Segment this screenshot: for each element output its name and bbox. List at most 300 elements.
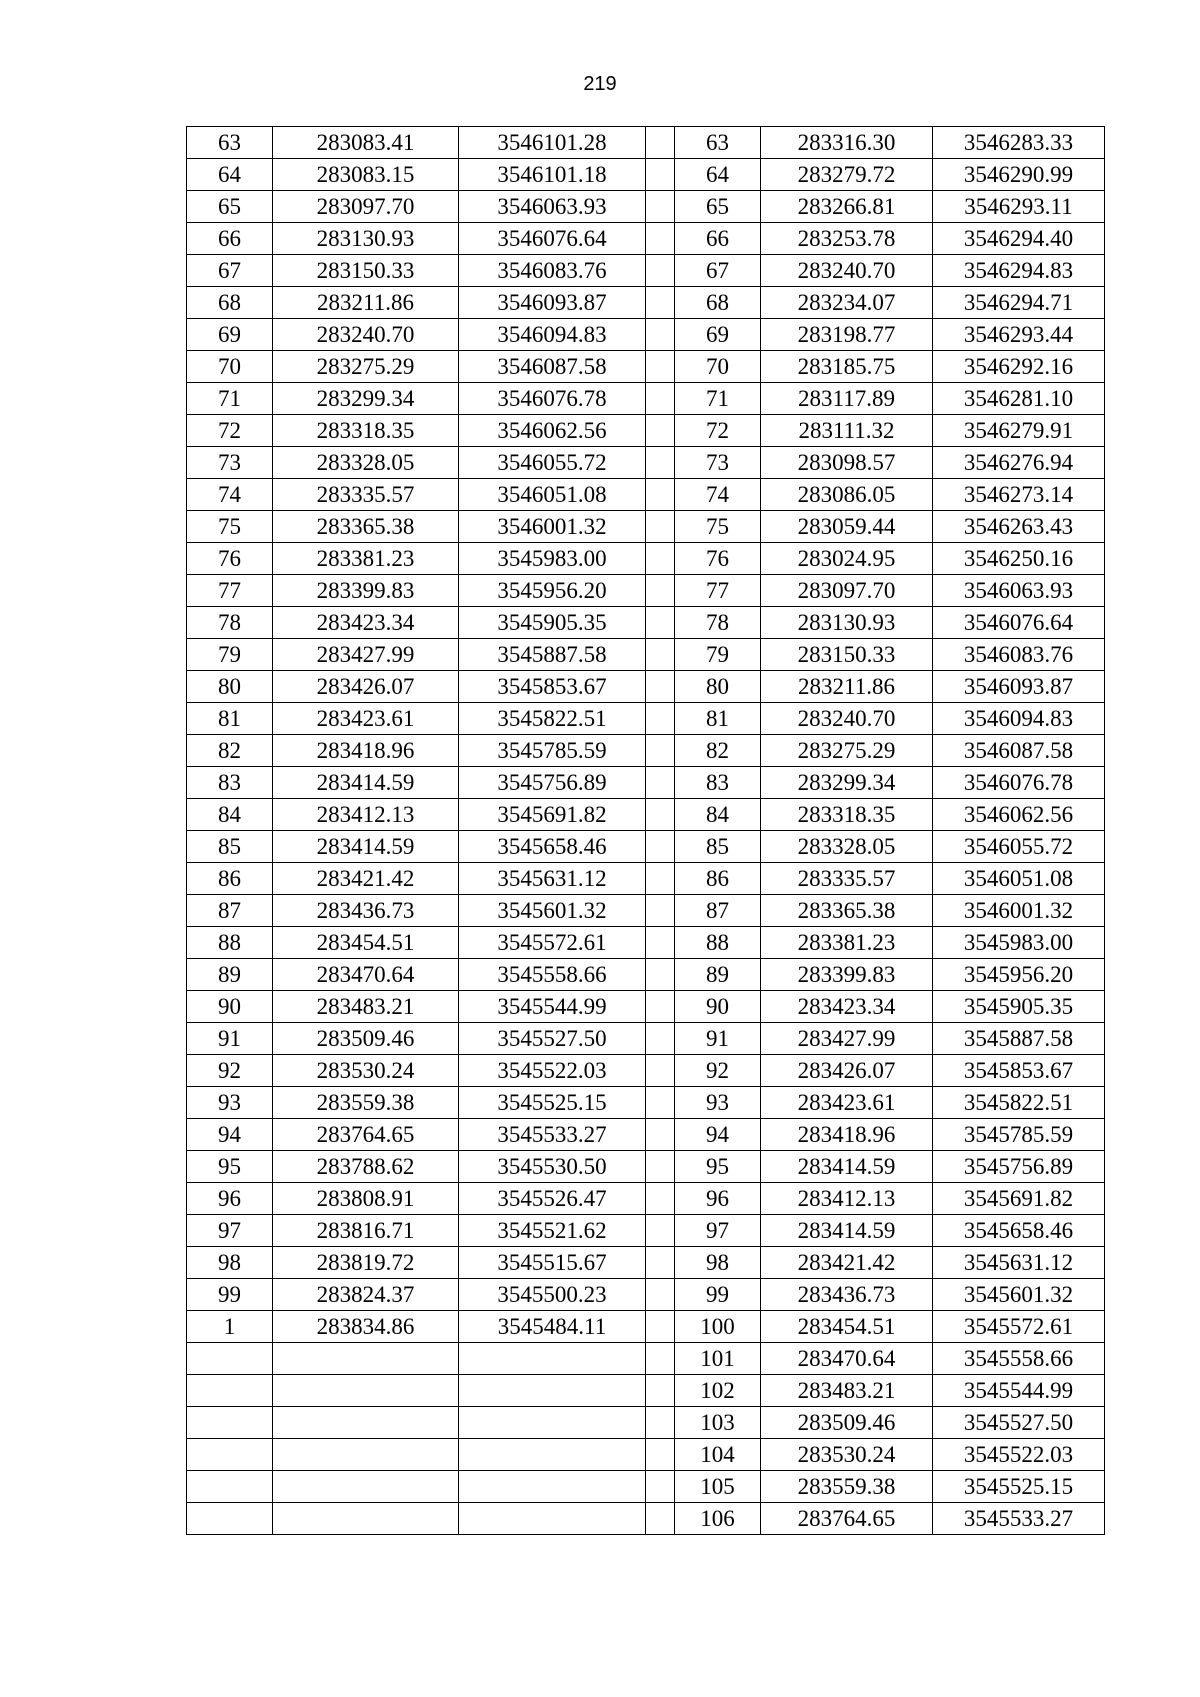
- right-point-number-cell: 82: [675, 735, 761, 767]
- table-row: [187, 1247, 1105, 1279]
- left-x-coordinate-cell: 283418.96: [273, 735, 459, 767]
- right-point-number-cell: 74: [675, 479, 761, 511]
- left-x-coordinate-cell: 283083.41: [273, 127, 459, 159]
- right-y-coordinate-cell: 3545525.15: [933, 1471, 1105, 1503]
- table-row: [187, 735, 1105, 767]
- right-y-coordinate-cell: 3546293.44: [933, 319, 1105, 351]
- left-x-coordinate-cell: 283559.38: [273, 1087, 459, 1119]
- right-y-coordinate-cell: 3546051.08: [933, 863, 1105, 895]
- right-point-number-cell: 102: [675, 1375, 761, 1407]
- left-point-number-cell: [187, 1407, 273, 1439]
- left-y-coordinate-cell: 3545983.00: [459, 543, 646, 575]
- gap-cell: [646, 1503, 675, 1535]
- gap-cell: [646, 575, 675, 607]
- left-y-coordinate-cell: 3545530.50: [459, 1151, 646, 1183]
- left-x-coordinate-cell: 283083.15: [273, 159, 459, 191]
- left-y-coordinate-cell: 3545515.67: [459, 1247, 646, 1279]
- right-point-number-cell: 99: [675, 1279, 761, 1311]
- table-row: [187, 927, 1105, 959]
- left-y-coordinate-cell: 3545533.27: [459, 1119, 646, 1151]
- right-point-number-cell: 65: [675, 191, 761, 223]
- left-point-number-cell: [187, 1375, 273, 1407]
- right-x-coordinate-cell: 283275.29: [761, 735, 933, 767]
- gap-cell: [646, 415, 675, 447]
- left-y-coordinate-cell: 3545572.61: [459, 927, 646, 959]
- left-y-coordinate-cell: 3545525.15: [459, 1087, 646, 1119]
- right-point-number-cell: 69: [675, 319, 761, 351]
- left-y-coordinate-cell: 3545658.46: [459, 831, 646, 863]
- right-point-number-cell: 100: [675, 1311, 761, 1343]
- left-point-number-cell: [187, 1503, 273, 1535]
- table-row: [187, 831, 1105, 863]
- right-point-number-cell: 90: [675, 991, 761, 1023]
- right-x-coordinate-cell: 283198.77: [761, 319, 933, 351]
- table-row: [187, 479, 1105, 511]
- table-row: [187, 287, 1105, 319]
- left-point-number-cell: 94: [187, 1119, 273, 1151]
- table-row: [187, 1151, 1105, 1183]
- coordinate-table-body: [187, 127, 1105, 1535]
- gap-cell: [646, 959, 675, 991]
- right-point-number-cell: 92: [675, 1055, 761, 1087]
- left-x-coordinate-cell: 283328.05: [273, 447, 459, 479]
- left-x-coordinate-cell: 283423.61: [273, 703, 459, 735]
- right-x-coordinate-cell: 283328.05: [761, 831, 933, 863]
- table-row: [187, 703, 1105, 735]
- left-x-coordinate-cell: 283764.65: [273, 1119, 459, 1151]
- left-point-number-cell: 95: [187, 1151, 273, 1183]
- right-x-coordinate-cell: 283086.05: [761, 479, 933, 511]
- left-x-coordinate-cell: 283412.13: [273, 799, 459, 831]
- left-y-coordinate-cell: 3546094.83: [459, 319, 646, 351]
- table-row: [187, 351, 1105, 383]
- right-y-coordinate-cell: 3546076.64: [933, 607, 1105, 639]
- gap-cell: [646, 287, 675, 319]
- gap-cell: [646, 1407, 675, 1439]
- right-point-number-cell: 96: [675, 1183, 761, 1215]
- left-point-number-cell: 91: [187, 1023, 273, 1055]
- right-y-coordinate-cell: 3546093.87: [933, 671, 1105, 703]
- right-y-coordinate-cell: 3545527.50: [933, 1407, 1105, 1439]
- table-row: [187, 799, 1105, 831]
- gap-cell: [646, 191, 675, 223]
- right-x-coordinate-cell: 283185.75: [761, 351, 933, 383]
- right-y-coordinate-cell: 3546279.91: [933, 415, 1105, 447]
- page-number: 219: [583, 73, 617, 95]
- right-x-coordinate-cell: 283059.44: [761, 511, 933, 543]
- right-y-coordinate-cell: 3545601.32: [933, 1279, 1105, 1311]
- table-row: [187, 415, 1105, 447]
- right-x-coordinate-cell: 283436.73: [761, 1279, 933, 1311]
- gap-cell: [646, 383, 675, 415]
- right-point-number-cell: 98: [675, 1247, 761, 1279]
- left-x-coordinate-cell: 283788.62: [273, 1151, 459, 1183]
- right-point-number-cell: 85: [675, 831, 761, 863]
- left-point-number-cell: 68: [187, 287, 273, 319]
- right-x-coordinate-cell: 283414.59: [761, 1151, 933, 1183]
- table-row: [187, 223, 1105, 255]
- left-point-number-cell: 96: [187, 1183, 273, 1215]
- left-x-coordinate-cell: 283240.70: [273, 319, 459, 351]
- right-x-coordinate-cell: 283318.35: [761, 799, 933, 831]
- gap-cell: [646, 479, 675, 511]
- right-x-coordinate-cell: 283024.95: [761, 543, 933, 575]
- right-y-coordinate-cell: 3546293.11: [933, 191, 1105, 223]
- left-point-number-cell: 66: [187, 223, 273, 255]
- right-x-coordinate-cell: 283211.86: [761, 671, 933, 703]
- gap-cell: [646, 1055, 675, 1087]
- gap-cell: [646, 1215, 675, 1247]
- left-x-coordinate-cell: 283483.21: [273, 991, 459, 1023]
- left-x-coordinate-cell: 283427.99: [273, 639, 459, 671]
- left-x-coordinate-cell: 283318.35: [273, 415, 459, 447]
- left-x-coordinate-cell: [273, 1439, 459, 1471]
- left-y-coordinate-cell: [459, 1375, 646, 1407]
- right-y-coordinate-cell: 3546094.83: [933, 703, 1105, 735]
- right-y-coordinate-cell: 3546076.78: [933, 767, 1105, 799]
- table-row: [187, 1311, 1105, 1343]
- right-point-number-cell: 72: [675, 415, 761, 447]
- right-y-coordinate-cell: 3546273.14: [933, 479, 1105, 511]
- gap-cell: [646, 543, 675, 575]
- left-point-number-cell: 75: [187, 511, 273, 543]
- gap-cell: [646, 799, 675, 831]
- table-row: [187, 447, 1105, 479]
- left-x-coordinate-cell: 283824.37: [273, 1279, 459, 1311]
- gap-cell: [646, 1119, 675, 1151]
- gap-cell: [646, 991, 675, 1023]
- left-y-coordinate-cell: 3546093.87: [459, 287, 646, 319]
- table-row: [187, 1087, 1105, 1119]
- right-x-coordinate-cell: 283240.70: [761, 703, 933, 735]
- left-y-coordinate-cell: [459, 1471, 646, 1503]
- left-y-coordinate-cell: [459, 1439, 646, 1471]
- left-y-coordinate-cell: 3545887.58: [459, 639, 646, 671]
- left-point-number-cell: 73: [187, 447, 273, 479]
- right-x-coordinate-cell: 283426.07: [761, 1055, 933, 1087]
- left-point-number-cell: 1: [187, 1311, 273, 1343]
- table-row: [187, 511, 1105, 543]
- left-y-coordinate-cell: 3545526.47: [459, 1183, 646, 1215]
- right-point-number-cell: 73: [675, 447, 761, 479]
- left-point-number-cell: 80: [187, 671, 273, 703]
- right-x-coordinate-cell: 283253.78: [761, 223, 933, 255]
- left-y-coordinate-cell: 3546001.32: [459, 511, 646, 543]
- right-y-coordinate-cell: 3545691.82: [933, 1183, 1105, 1215]
- gap-cell: [646, 767, 675, 799]
- gap-cell: [646, 351, 675, 383]
- left-point-number-cell: 92: [187, 1055, 273, 1087]
- right-point-number-cell: 105: [675, 1471, 761, 1503]
- right-y-coordinate-cell: 3546055.72: [933, 831, 1105, 863]
- left-x-coordinate-cell: 283834.86: [273, 1311, 459, 1343]
- right-x-coordinate-cell: 283117.89: [761, 383, 933, 415]
- right-x-coordinate-cell: 283365.38: [761, 895, 933, 927]
- left-y-coordinate-cell: 3545527.50: [459, 1023, 646, 1055]
- table-row: [187, 543, 1105, 575]
- right-y-coordinate-cell: 3545822.51: [933, 1087, 1105, 1119]
- left-y-coordinate-cell: 3545521.62: [459, 1215, 646, 1247]
- left-y-coordinate-cell: 3545822.51: [459, 703, 646, 735]
- left-y-coordinate-cell: 3546076.64: [459, 223, 646, 255]
- gap-cell: [646, 1279, 675, 1311]
- left-y-coordinate-cell: 3545484.11: [459, 1311, 646, 1343]
- left-x-coordinate-cell: 283436.73: [273, 895, 459, 927]
- right-x-coordinate-cell: 283423.34: [761, 991, 933, 1023]
- right-y-coordinate-cell: 3545956.20: [933, 959, 1105, 991]
- table-row: [187, 1407, 1105, 1439]
- right-x-coordinate-cell: 283764.65: [761, 1503, 933, 1535]
- gap-cell: [646, 1343, 675, 1375]
- right-point-number-cell: 106: [675, 1503, 761, 1535]
- left-y-coordinate-cell: 3546051.08: [459, 479, 646, 511]
- left-y-coordinate-cell: 3546055.72: [459, 447, 646, 479]
- left-x-coordinate-cell: [273, 1503, 459, 1535]
- right-y-coordinate-cell: 3546001.32: [933, 895, 1105, 927]
- right-x-coordinate-cell: 283279.72: [761, 159, 933, 191]
- right-y-coordinate-cell: 3545522.03: [933, 1439, 1105, 1471]
- right-point-number-cell: 87: [675, 895, 761, 927]
- gap-cell: [646, 607, 675, 639]
- right-point-number-cell: 89: [675, 959, 761, 991]
- gap-cell: [646, 927, 675, 959]
- right-point-number-cell: 83: [675, 767, 761, 799]
- table-row: [187, 255, 1105, 287]
- gap-cell: [646, 127, 675, 159]
- table-row: [187, 1375, 1105, 1407]
- right-y-coordinate-cell: 3546063.93: [933, 575, 1105, 607]
- table-row: [187, 1439, 1105, 1471]
- table-row: [187, 991, 1105, 1023]
- right-point-number-cell: 76: [675, 543, 761, 575]
- right-x-coordinate-cell: 283412.13: [761, 1183, 933, 1215]
- right-y-coordinate-cell: 3545853.67: [933, 1055, 1105, 1087]
- right-y-coordinate-cell: 3546276.94: [933, 447, 1105, 479]
- right-y-coordinate-cell: 3545631.12: [933, 1247, 1105, 1279]
- left-x-coordinate-cell: [273, 1375, 459, 1407]
- left-point-number-cell: 72: [187, 415, 273, 447]
- table-row: [187, 767, 1105, 799]
- right-x-coordinate-cell: 283097.70: [761, 575, 933, 607]
- right-x-coordinate-cell: 283316.30: [761, 127, 933, 159]
- left-point-number-cell: 97: [187, 1215, 273, 1247]
- gap-cell: [646, 1471, 675, 1503]
- left-x-coordinate-cell: [273, 1407, 459, 1439]
- right-y-coordinate-cell: 3545544.99: [933, 1375, 1105, 1407]
- right-x-coordinate-cell: 283098.57: [761, 447, 933, 479]
- left-x-coordinate-cell: [273, 1343, 459, 1375]
- left-x-coordinate-cell: 283530.24: [273, 1055, 459, 1087]
- right-point-number-cell: 103: [675, 1407, 761, 1439]
- right-point-number-cell: 70: [675, 351, 761, 383]
- gap-cell: [646, 895, 675, 927]
- left-point-number-cell: 63: [187, 127, 273, 159]
- right-y-coordinate-cell: 3545756.89: [933, 1151, 1105, 1183]
- right-point-number-cell: 88: [675, 927, 761, 959]
- right-x-coordinate-cell: 283381.23: [761, 927, 933, 959]
- left-x-coordinate-cell: 283275.29: [273, 351, 459, 383]
- right-x-coordinate-cell: 283423.61: [761, 1087, 933, 1119]
- left-point-number-cell: 64: [187, 159, 273, 191]
- left-point-number-cell: [187, 1471, 273, 1503]
- left-y-coordinate-cell: 3546063.93: [459, 191, 646, 223]
- right-point-number-cell: 75: [675, 511, 761, 543]
- right-x-coordinate-cell: 283470.64: [761, 1343, 933, 1375]
- table-row: [187, 383, 1105, 415]
- right-y-coordinate-cell: 3546294.83: [933, 255, 1105, 287]
- right-y-coordinate-cell: 3546263.43: [933, 511, 1105, 543]
- right-y-coordinate-cell: 3545905.35: [933, 991, 1105, 1023]
- left-y-coordinate-cell: 3545500.23: [459, 1279, 646, 1311]
- right-x-coordinate-cell: 283414.59: [761, 1215, 933, 1247]
- right-y-coordinate-cell: 3546294.71: [933, 287, 1105, 319]
- left-x-coordinate-cell: 283211.86: [273, 287, 459, 319]
- gap-cell: [646, 255, 675, 287]
- left-point-number-cell: 78: [187, 607, 273, 639]
- gap-cell: [646, 1023, 675, 1055]
- gap-cell: [646, 671, 675, 703]
- left-x-coordinate-cell: 283423.34: [273, 607, 459, 639]
- right-y-coordinate-cell: 3545983.00: [933, 927, 1105, 959]
- left-x-coordinate-cell: 283335.57: [273, 479, 459, 511]
- table-row: [187, 671, 1105, 703]
- left-y-coordinate-cell: 3545544.99: [459, 991, 646, 1023]
- left-y-coordinate-cell: [459, 1407, 646, 1439]
- left-x-coordinate-cell: 283509.46: [273, 1023, 459, 1055]
- left-x-coordinate-cell: 283097.70: [273, 191, 459, 223]
- gap-cell: [646, 1375, 675, 1407]
- gap-cell: [646, 703, 675, 735]
- left-point-number-cell: 69: [187, 319, 273, 351]
- right-y-coordinate-cell: 3546283.33: [933, 127, 1105, 159]
- left-x-coordinate-cell: 283299.34: [273, 383, 459, 415]
- right-x-coordinate-cell: 283335.57: [761, 863, 933, 895]
- right-x-coordinate-cell: 283559.38: [761, 1471, 933, 1503]
- left-y-coordinate-cell: 3545601.32: [459, 895, 646, 927]
- left-point-number-cell: 76: [187, 543, 273, 575]
- gap-cell: [646, 223, 675, 255]
- left-point-number-cell: 87: [187, 895, 273, 927]
- right-y-coordinate-cell: 3545558.66: [933, 1343, 1105, 1375]
- left-point-number-cell: 67: [187, 255, 273, 287]
- left-point-number-cell: 70: [187, 351, 273, 383]
- left-point-number-cell: [187, 1343, 273, 1375]
- left-x-coordinate-cell: 283426.07: [273, 671, 459, 703]
- left-point-number-cell: 79: [187, 639, 273, 671]
- right-y-coordinate-cell: 3545785.59: [933, 1119, 1105, 1151]
- left-y-coordinate-cell: 3545558.66: [459, 959, 646, 991]
- left-y-coordinate-cell: 3546083.76: [459, 255, 646, 287]
- right-y-coordinate-cell: 3546083.76: [933, 639, 1105, 671]
- right-y-coordinate-cell: 3545658.46: [933, 1215, 1105, 1247]
- right-point-number-cell: 86: [675, 863, 761, 895]
- left-y-coordinate-cell: 3545522.03: [459, 1055, 646, 1087]
- right-y-coordinate-cell: 3545572.61: [933, 1311, 1105, 1343]
- right-point-number-cell: 97: [675, 1215, 761, 1247]
- gap-cell: [646, 447, 675, 479]
- left-x-coordinate-cell: 283414.59: [273, 831, 459, 863]
- left-y-coordinate-cell: 3545756.89: [459, 767, 646, 799]
- left-point-number-cell: 71: [187, 383, 273, 415]
- left-x-coordinate-cell: 283130.93: [273, 223, 459, 255]
- left-y-coordinate-cell: 3546087.58: [459, 351, 646, 383]
- gap-cell: [646, 1311, 675, 1343]
- table-row: [187, 639, 1105, 671]
- table-row: [187, 1119, 1105, 1151]
- gap-cell: [646, 1439, 675, 1471]
- left-y-coordinate-cell: 3546076.78: [459, 383, 646, 415]
- right-x-coordinate-cell: 283266.81: [761, 191, 933, 223]
- right-y-coordinate-cell: 3546087.58: [933, 735, 1105, 767]
- gap-cell: [646, 1087, 675, 1119]
- gap-cell: [646, 1183, 675, 1215]
- table-row: [187, 319, 1105, 351]
- left-y-coordinate-cell: 3545691.82: [459, 799, 646, 831]
- left-y-coordinate-cell: 3546062.56: [459, 415, 646, 447]
- gap-cell: [646, 735, 675, 767]
- left-point-number-cell: 83: [187, 767, 273, 799]
- left-point-number-cell: 85: [187, 831, 273, 863]
- gap-cell: [646, 159, 675, 191]
- right-y-coordinate-cell: 3546290.99: [933, 159, 1105, 191]
- right-x-coordinate-cell: 283418.96: [761, 1119, 933, 1151]
- gap-cell: [646, 319, 675, 351]
- right-x-coordinate-cell: 283234.07: [761, 287, 933, 319]
- table-row: [187, 1215, 1105, 1247]
- gap-cell: [646, 511, 675, 543]
- table-row: [187, 575, 1105, 607]
- coordinate-table: [186, 126, 1105, 1535]
- left-y-coordinate-cell: [459, 1503, 646, 1535]
- left-point-number-cell: 98: [187, 1247, 273, 1279]
- left-x-coordinate-cell: 283399.83: [273, 575, 459, 607]
- gap-cell: [646, 1247, 675, 1279]
- table-row: [187, 1503, 1105, 1535]
- left-point-number-cell: 81: [187, 703, 273, 735]
- left-y-coordinate-cell: 3546101.18: [459, 159, 646, 191]
- left-point-number-cell: [187, 1439, 273, 1471]
- left-point-number-cell: 90: [187, 991, 273, 1023]
- right-x-coordinate-cell: 283150.33: [761, 639, 933, 671]
- right-x-coordinate-cell: 283111.32: [761, 415, 933, 447]
- left-point-number-cell: 89: [187, 959, 273, 991]
- table-row: [187, 1023, 1105, 1055]
- left-x-coordinate-cell: 283150.33: [273, 255, 459, 287]
- table-row: [187, 1279, 1105, 1311]
- left-x-coordinate-cell: 283414.59: [273, 767, 459, 799]
- right-point-number-cell: 95: [675, 1151, 761, 1183]
- left-x-coordinate-cell: 283365.38: [273, 511, 459, 543]
- left-point-number-cell: 84: [187, 799, 273, 831]
- left-y-coordinate-cell: 3545785.59: [459, 735, 646, 767]
- right-point-number-cell: 66: [675, 223, 761, 255]
- left-point-number-cell: 88: [187, 927, 273, 959]
- right-x-coordinate-cell: 283530.24: [761, 1439, 933, 1471]
- right-y-coordinate-cell: 3545533.27: [933, 1503, 1105, 1535]
- right-point-number-cell: 91: [675, 1023, 761, 1055]
- left-y-coordinate-cell: 3545631.12: [459, 863, 646, 895]
- right-point-number-cell: 101: [675, 1343, 761, 1375]
- right-y-coordinate-cell: 3546062.56: [933, 799, 1105, 831]
- table-row: [187, 159, 1105, 191]
- left-x-coordinate-cell: 283470.64: [273, 959, 459, 991]
- left-point-number-cell: 93: [187, 1087, 273, 1119]
- left-x-coordinate-cell: 283808.91: [273, 1183, 459, 1215]
- table-row: [187, 863, 1105, 895]
- table-row: [187, 895, 1105, 927]
- right-x-coordinate-cell: 283240.70: [761, 255, 933, 287]
- right-point-number-cell: 63: [675, 127, 761, 159]
